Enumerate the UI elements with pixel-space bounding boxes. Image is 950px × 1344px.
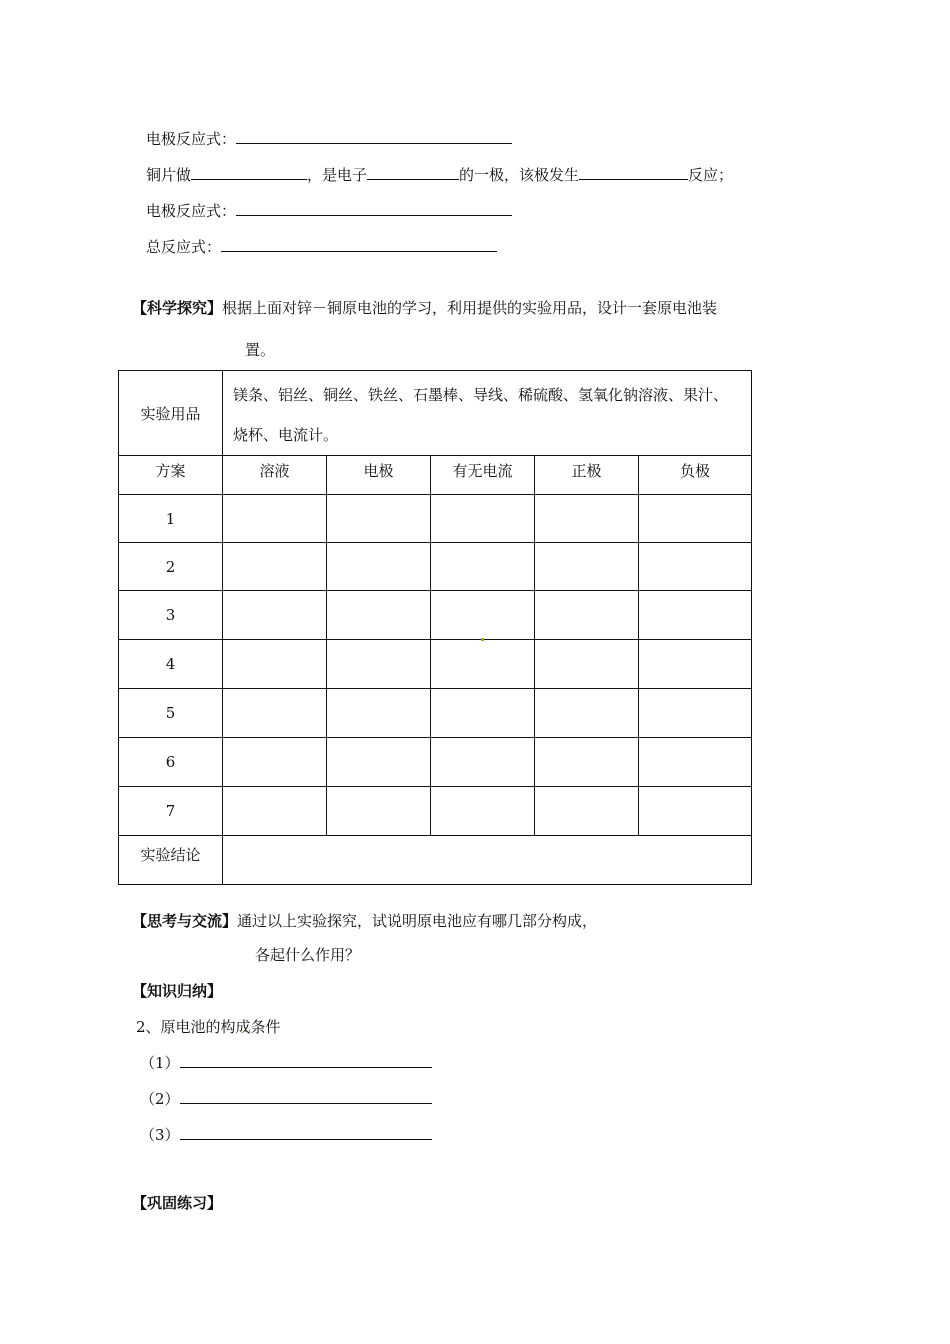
header-current: 有无电流: [431, 456, 535, 495]
condition-line-3: [140, 1124, 432, 1145]
table-cell[interactable]: [327, 738, 431, 787]
science-inquiry-heading: 【科学探究】: [132, 299, 223, 317]
materials-label: 实验用品: [119, 371, 223, 456]
table-cell[interactable]: [223, 689, 327, 738]
table-cell[interactable]: [535, 640, 639, 689]
total-equation-label: 总反应式：: [146, 238, 222, 256]
table-cell[interactable]: [223, 787, 327, 836]
plan-number: 6: [119, 738, 223, 787]
table-cell[interactable]: [535, 543, 639, 591]
table-cell[interactable]: [223, 591, 327, 640]
conclusion-row: [119, 836, 752, 885]
copper-text-2: ，是电子: [307, 166, 368, 184]
table-cell[interactable]: [327, 543, 431, 591]
science-inquiry-line-1: [132, 297, 717, 318]
knowledge-heading: 【知识归纳】: [132, 982, 223, 1000]
answer-blank[interactable]: [221, 237, 497, 252]
answer-blank[interactable]: [180, 1125, 432, 1140]
scan-speck: [481, 638, 484, 641]
think-discuss-line-2: 各起什么作用？: [255, 946, 361, 964]
table-cell[interactable]: [431, 640, 535, 689]
table-row: [119, 543, 752, 591]
answer-blank[interactable]: [367, 165, 459, 180]
table-cell[interactable]: [327, 689, 431, 738]
table-cell[interactable]: [535, 591, 639, 640]
condition-number: （1）: [140, 1054, 180, 1072]
table-row: [119, 689, 752, 738]
answer-blank[interactable]: [236, 201, 512, 216]
condition-number: （2）: [140, 1090, 180, 1108]
plan-number: 4: [119, 640, 223, 689]
science-inquiry-line-2: 置。: [245, 341, 276, 359]
materials-text: 镁条、铝丝、铜丝、铁丝、石墨棒、导线、稀硫酸、氢氧化钠溶液、果汁、烧杯、电流计。: [223, 371, 752, 456]
table-cell[interactable]: [639, 787, 752, 836]
table-cell[interactable]: [223, 495, 327, 543]
think-discuss-line-1: [132, 910, 597, 931]
conclusion-label: 实验结论: [119, 836, 223, 885]
table-cell[interactable]: [223, 640, 327, 689]
practice-heading: 【巩固练习】: [132, 1194, 223, 1212]
table-cell[interactable]: [431, 738, 535, 787]
conclusion-cell[interactable]: [223, 836, 752, 885]
table-row: [119, 738, 752, 787]
plan-number: 2: [119, 543, 223, 591]
table-cell[interactable]: [639, 543, 752, 591]
table-cell[interactable]: [639, 591, 752, 640]
table-cell[interactable]: [535, 787, 639, 836]
copper-sentence-line: [146, 164, 733, 185]
table-cell[interactable]: [431, 495, 535, 543]
table-cell[interactable]: [431, 543, 535, 591]
answer-blank[interactable]: [579, 165, 688, 180]
electrode-equation-line-2: [146, 200, 512, 221]
think-discuss-text: 通过以上实验探究，试说明原电池应有哪几部分构成，: [237, 912, 598, 930]
header-negative: 负极: [639, 456, 752, 495]
condition-number: （3）: [140, 1126, 180, 1144]
header-solution: 溶液: [223, 456, 327, 495]
materials-row: [119, 371, 752, 456]
plan-number: 1: [119, 495, 223, 543]
table-row: [119, 591, 752, 640]
answer-blank[interactable]: [191, 165, 307, 180]
table-cell[interactable]: [327, 787, 431, 836]
condition-line-2: [140, 1088, 432, 1109]
condition-line-1: [140, 1052, 432, 1073]
table-cell[interactable]: [639, 738, 752, 787]
total-equation-line: [146, 236, 497, 257]
table-row: [119, 495, 752, 543]
copper-text-3: 的一极，该极发生: [459, 166, 580, 184]
header-positive: 正极: [535, 456, 639, 495]
table-cell[interactable]: [327, 640, 431, 689]
header-electrode: 电极: [327, 456, 431, 495]
table-cell[interactable]: [327, 495, 431, 543]
header-row: [119, 456, 752, 495]
electrode-equation-line-1: [146, 128, 512, 149]
table-cell[interactable]: [327, 591, 431, 640]
table-cell[interactable]: [639, 495, 752, 543]
table-cell[interactable]: [535, 689, 639, 738]
table-cell[interactable]: [639, 640, 752, 689]
answer-blank[interactable]: [180, 1089, 432, 1104]
plan-number: 5: [119, 689, 223, 738]
science-inquiry-text: 根据上面对锌－铜原电池的学习，利用提供的实验用品，设计一套原电池装: [222, 299, 718, 317]
experiment-table: [118, 370, 752, 885]
composition-conditions-title: 2、原电池的构成条件: [136, 1018, 281, 1036]
answer-blank[interactable]: [180, 1053, 432, 1068]
table-cell[interactable]: [431, 787, 535, 836]
think-discuss-heading: 【思考与交流】: [132, 912, 238, 930]
answer-blank[interactable]: [236, 129, 512, 144]
table-row: [119, 787, 752, 836]
header-plan: 方案: [119, 456, 223, 495]
table-row: [119, 640, 752, 689]
table-cell[interactable]: [223, 738, 327, 787]
plan-number: 7: [119, 787, 223, 836]
table-cell[interactable]: [431, 689, 535, 738]
copper-text-4: 反应；: [688, 166, 734, 184]
plan-number: 3: [119, 591, 223, 640]
copper-text-1: 铜片做: [146, 166, 192, 184]
table-cell[interactable]: [535, 738, 639, 787]
electrode-equation-label: 电极反应式：: [146, 130, 237, 148]
table-cell[interactable]: [639, 689, 752, 738]
electrode-equation-label: 电极反应式：: [146, 202, 237, 220]
table-cell[interactable]: [431, 591, 535, 640]
table-cell[interactable]: [223, 543, 327, 591]
table-cell[interactable]: [535, 495, 639, 543]
